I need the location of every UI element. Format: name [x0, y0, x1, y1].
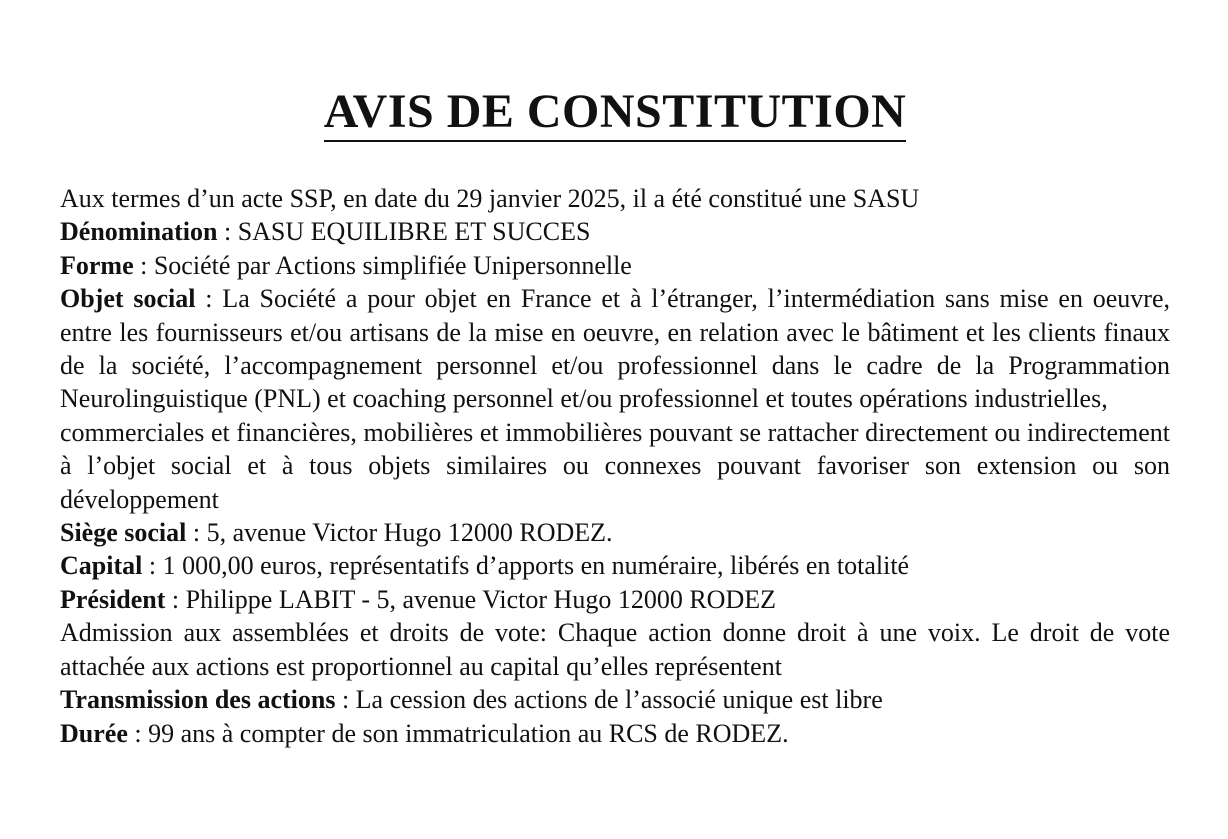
objet-social-continuation: commerciales et financières, mobilières et immobilières pouvant se rattacher directement ou indirectement à l’objet social et à tous objets similaires ou connexes pouvant favoriser son extension ou son développement [60, 417, 1170, 514]
siege-social-value: : 5, avenue Victor Hugo 12000 RODEZ. [186, 518, 613, 548]
transmission-line [60, 683, 1170, 716]
denomination-label: Dénomination [60, 217, 218, 247]
president-line [60, 583, 1170, 616]
capital-value: : 1 000,00 euros, représentatifs d’apports en numéraire, libérés en totalité [142, 551, 910, 581]
duree-value: : 99 ans à compter de son immatriculation au RCS de RODEZ. [127, 718, 789, 748]
siege-social-label: Siège social [60, 518, 187, 548]
siege-social-line [60, 516, 1170, 549]
transmission-value: : La cession des actions de l’associé unique est libre [335, 685, 883, 715]
capital-label: Capital [60, 551, 143, 581]
duree-label: Durée [60, 718, 128, 748]
president-value: : Philippe LABIT - 5, avenue Victor Hugo 12000 RODEZ [165, 584, 776, 614]
objet-social-paragraph [60, 282, 1170, 416]
forme-label: Forme [60, 250, 134, 280]
objet-social-label: Objet social [60, 284, 196, 314]
president-label: Président [60, 584, 166, 614]
forme-line [60, 249, 1170, 282]
title-wrap [60, 84, 1170, 142]
notice-body [60, 182, 1170, 750]
transmission-label: Transmission des actions [60, 685, 336, 715]
denomination-line [60, 215, 1170, 248]
denomination-value: : SASU EQUILIBRE ET SUCCES [217, 217, 591, 247]
forme-value: : Société par Actions simplifiée Unipersonnelle [133, 250, 632, 280]
duree-line [60, 717, 1170, 750]
objet-social-value: : La Société a pour objet en France et à l’étranger, l’intermédiation sans mise en oeuvre, entre les fournisseurs et/ou artisans de la mise en oeuvre, en relation avec le bâtiment et les clients finaux de la société, l’accompagnement personnel et/ou professionnel dans le cadre de la Programmation Neurolinguistique (PNL) et coaching personnel et/ou professionnel et toutes opérations industrielles, [60, 284, 1170, 414]
notice-title: AVIS DE CONSTITUTION [324, 84, 907, 142]
capital-line [60, 549, 1170, 582]
admission-paragraph: Admission aux assemblées et droits de vote: Chaque action donne droit à une voix. Le droit de vote attachée aux actions est proportionnel au capital qu’elles représentent [60, 618, 1170, 681]
intro-paragraph: Aux termes d’un acte SSP, en date du 29 janvier 2025, il a été constitué une SASU [60, 184, 920, 213]
legal-notice [60, 84, 1170, 750]
